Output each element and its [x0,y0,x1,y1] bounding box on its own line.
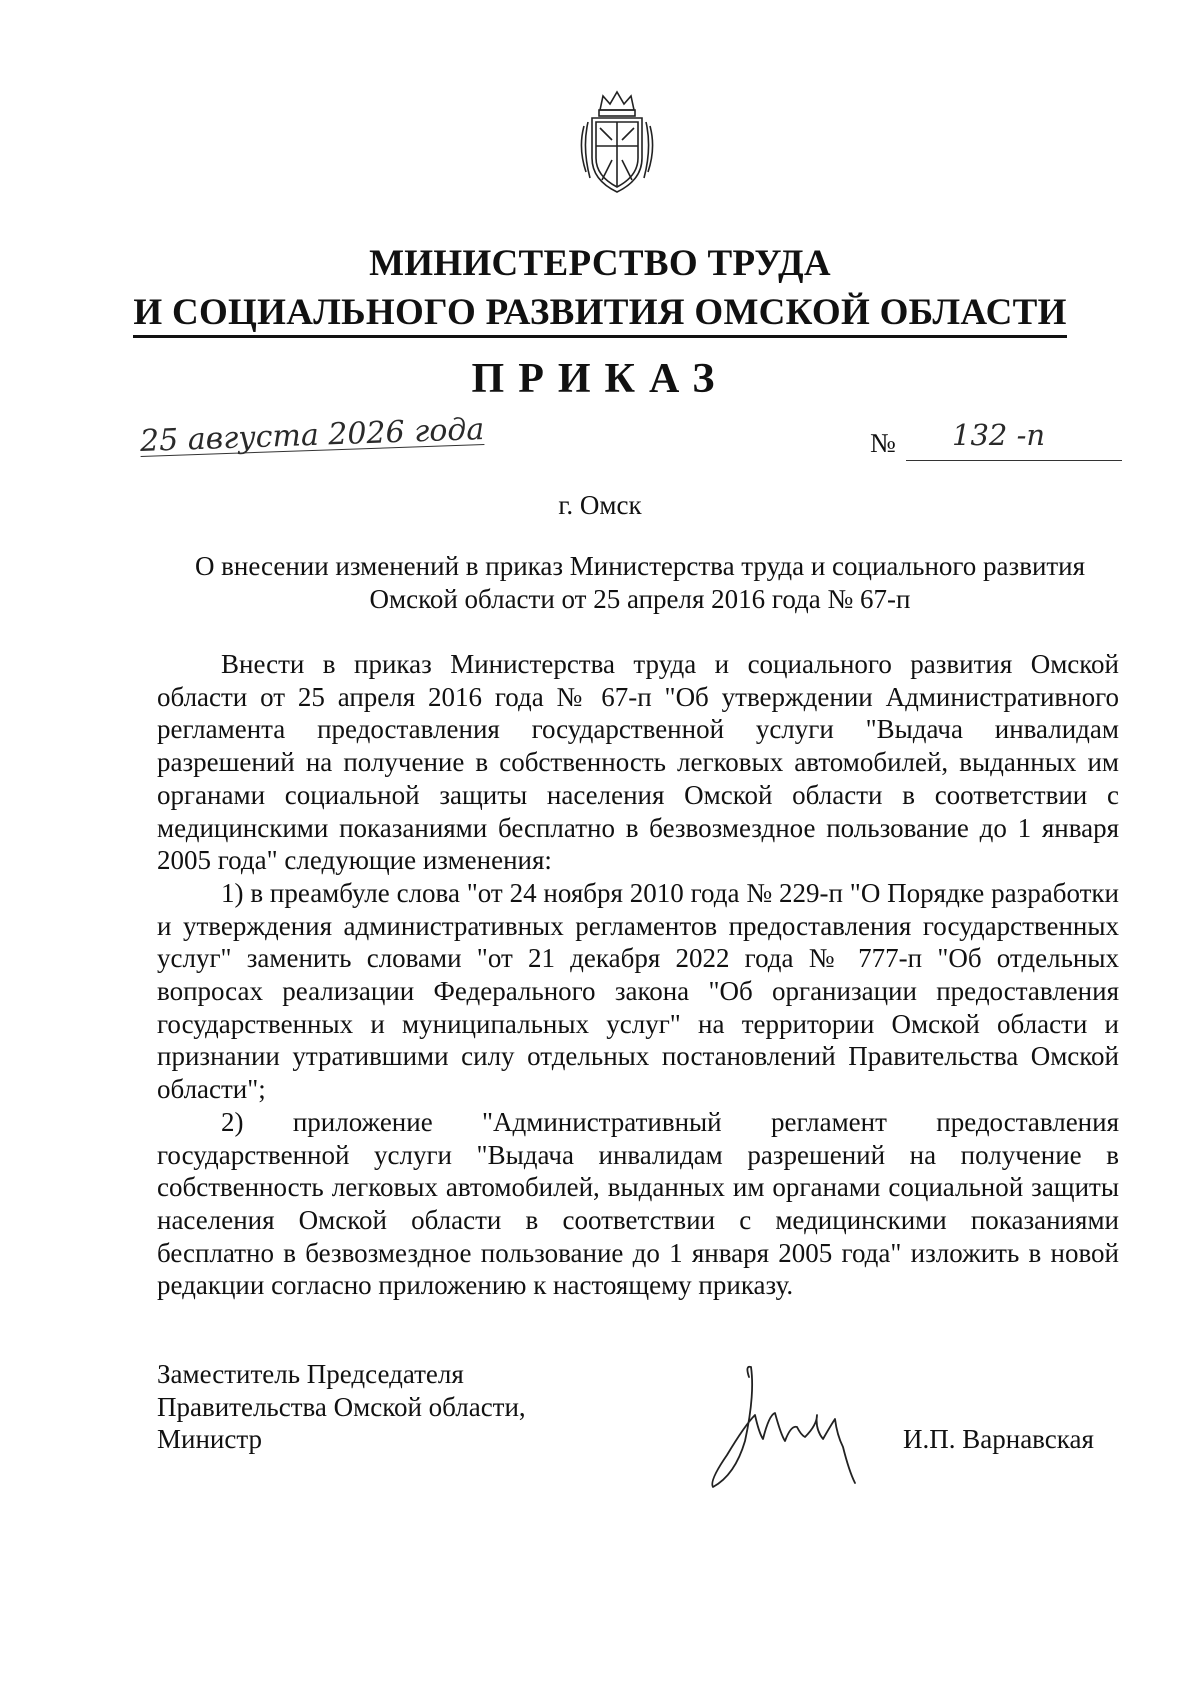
document-number-label: № [870,428,896,458]
signatory-name: И.П. Варнавская [903,1424,1094,1454]
organization-name-line-2 [0,291,1200,334]
signature-icon [705,1355,905,1495]
body-paragraph-3: 2) приложение "Административный регламент предоставления государственной услуги "Выдача инвалидам разрешений на получение в собственность легковых автомобилей, выданных им органами социальной защиты населения Омской области в соответствии с медицинскими показаниями бесплатно в безвозмездное пользование до 1 января 2005 года" изложить в новой редакции согласно приложению к настоящему приказу. [157,1106,1119,1301]
document-number-underline [906,460,1122,461]
document-date-text: 25 августа 2026 года [139,412,485,459]
subject-line-1: О внесении изменений в приказ Министерства труда и социального развития [194,551,1086,581]
organization-name-line-2-text: И СОЦИАЛЬНОГО РАЗВИТИЯ ОМСКОЙ ОБЛАСТИ [133,292,1066,338]
document-date [139,412,484,459]
signatory-position-line-3: Министр [157,1424,262,1454]
document-body [157,648,1119,1302]
subject-line-2: Омской области от 25 апреля 2016 года № 67-п [369,584,911,614]
body-paragraph-1: Внести в приказ Министерства труда и социального развития Омской области от 25 апреля 2016 года № 67-п "Об утверждении Административного регламента предоставления государственной услуги "Выдача инвалидам разрешений на получение в собственность легковых автомобилей, выданных им органами социальной защиты населения Омской области в соответствии с медицинскими показаниями бесплатно в безвозмездное пользование до 1 января 2005 года" следующие изменения: [157,649,1119,876]
signatory-position-line-1: Заместитель Председателя [157,1359,464,1389]
organization-name-line-1: МИНИСТЕРСТВО ТРУДА [369,243,831,284]
signatory-position [157,1358,526,1456]
body-paragraph-2: 1) в преамбуле слова "от 24 ноября 2010 года № 229-п "О Порядке разработки и утверждения административных регламентов предоставления государственных услуг" заменить словами "от 21 декабря 2022 года № 777-п "Об отдельных вопросах реализации Федерального закона "Об организации предоставления государственных и муниципальных услуг" на территории Омской области и признании утратившими силу отдельных постановлений Правительства Омской области"; [157,877,1119,1105]
document-type: ПРИКАЗ [471,356,729,402]
signatory-position-line-2: Правительства Омской области, [157,1391,526,1422]
coat-of-arms-icon [572,88,662,198]
city: г. Омск [558,490,642,520]
document-subject [150,550,1130,616]
document-number: 132 -п [952,418,1046,452]
